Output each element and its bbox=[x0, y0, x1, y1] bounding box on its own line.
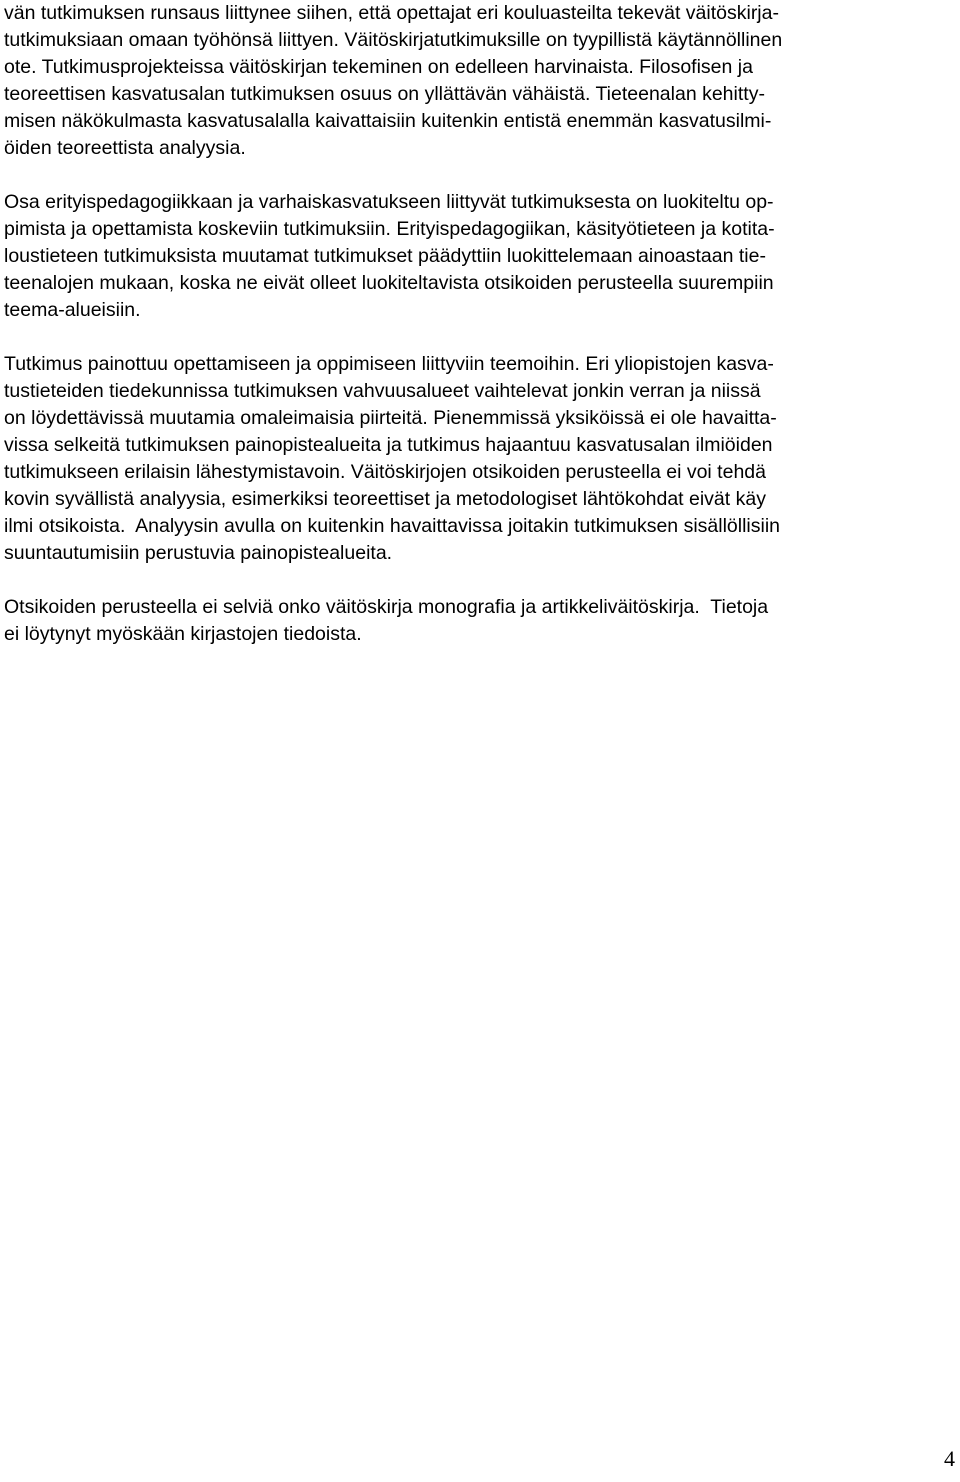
text-line: loustieteen tutkimuksista muutamat tutkimukset päädyttiin luokittelemaan ainoastaan tie- bbox=[4, 245, 766, 267]
document-page bbox=[4, 0, 956, 648]
text-line: misen näkökulmasta kasvatusalalla kaivattaisiin kuitenkin entistä enemmän kasvatusilmi- bbox=[4, 110, 772, 132]
text-line: tutkimukseen erilaisin lähestymistavoin. Väitöskirjojen otsikoiden perusteella ei voi tehdä bbox=[4, 461, 766, 483]
text-line: ei löytynyt myöskään kirjastojen tiedoista. bbox=[4, 623, 362, 645]
text-line: Osa erityispedagogiikkaan ja varhaiskasvatukseen liittyvät tutkimuksesta on luokiteltu op- bbox=[4, 191, 774, 213]
text-line: vän tutkimuksen runsaus liittynee siihen, että opettajat eri kouluasteilta tekevät väitöskirja- bbox=[4, 2, 779, 24]
text-line: öiden teoreettista analyysia. bbox=[4, 137, 246, 159]
text-line: teoreettisen kasvatusalan tutkimuksen osuus on yllättävän vähäistä. Tieteenalan kehitty- bbox=[4, 83, 765, 105]
paragraph bbox=[4, 0, 956, 162]
text-line: pimista ja opettamista koskeviin tutkimuksiin. Erityispedagogiikan, käsityötieteen ja kotita- bbox=[4, 218, 775, 240]
text-line: kovin syvällistä analyysia, esimerkiksi teoreettiset ja metodologiset lähtökohdat eivät käy bbox=[4, 488, 766, 510]
text-line: ote. Tutkimusprojekteissa väitöskirjan tekeminen on edelleen harvinaista. Filosofisen ja bbox=[4, 56, 753, 78]
paragraph bbox=[4, 189, 956, 324]
text-line: tustieteiden tiedekunnissa tutkimuksen vahvuusalueet vaihtelevat jonkin verran ja niissä bbox=[4, 380, 761, 402]
paragraph bbox=[4, 594, 956, 648]
text-line: vissa selkeitä tutkimuksen painopistealueita ja tutkimus hajaantuu kasvatusalan ilmiöiden bbox=[4, 434, 773, 456]
text-line: teenalojen mukaan, koska ne eivät olleet luokiteltavista otsikoiden perusteella suurempiin bbox=[4, 272, 774, 294]
paragraph-spacer bbox=[4, 567, 956, 594]
text-line: Tutkimus painottuu opettamiseen ja oppimiseen liittyviin teemoihin. Eri yliopistojen kasva- bbox=[4, 353, 774, 375]
paragraph-spacer bbox=[4, 324, 956, 351]
text-line: suuntautumisiin perustuvia painopistealueita. bbox=[4, 542, 393, 564]
text-line: Otsikoiden perusteella ei selviä onko väitöskirja monografia ja artikkeliväitöskirja. Tietoja bbox=[4, 596, 769, 618]
page-number: 4 bbox=[944, 1446, 955, 1471]
paragraph bbox=[4, 351, 956, 567]
text-line: on löydettävissä muutamia omaleimaisia piirteitä. Pienemmissä yksiköissä ei ole havaitta- bbox=[4, 407, 777, 429]
text-line: tutkimuksiaan omaan työhönsä liittyen. Väitöskirjatutkimuksille on tyypillistä käytännöllinen bbox=[4, 29, 783, 51]
text-line: ilmi otsikoista. Analyysin avulla on kuitenkin havaittavissa joitakin tutkimuksen sisällöllisiin bbox=[4, 515, 781, 537]
paragraph-spacer bbox=[4, 162, 956, 189]
text-line: teema-alueisiin. bbox=[4, 299, 141, 321]
